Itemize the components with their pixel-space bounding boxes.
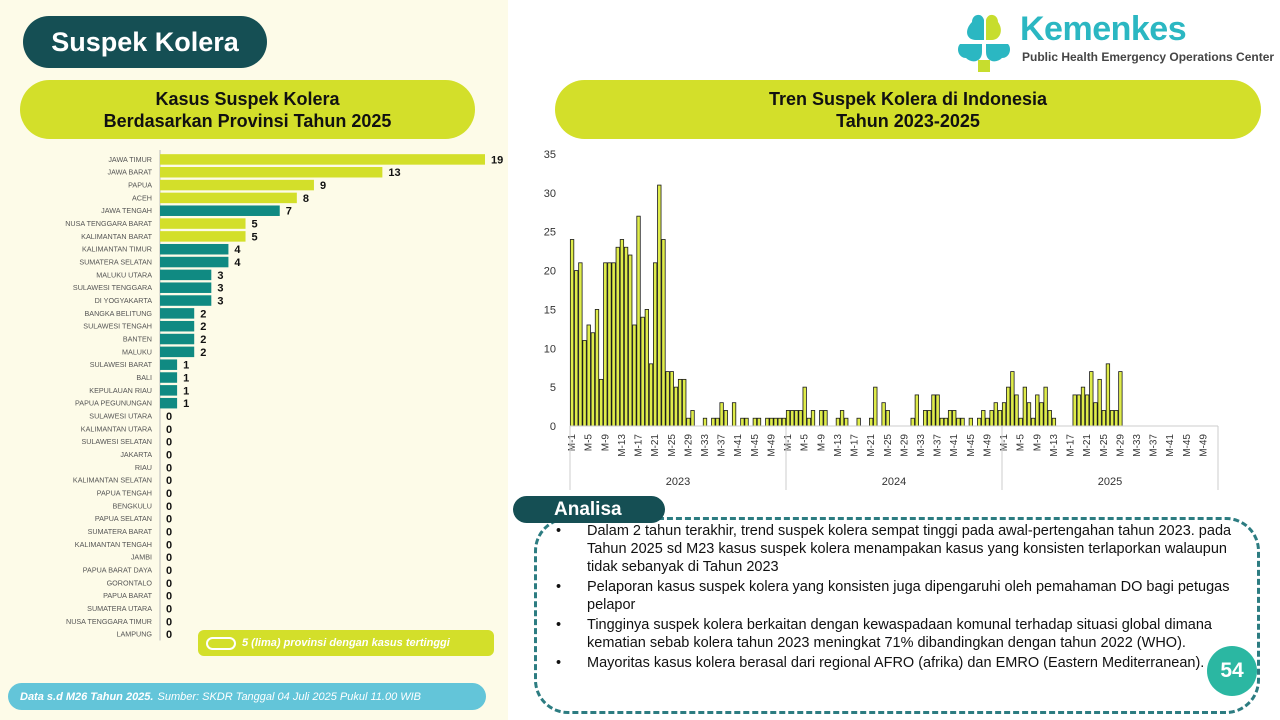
weekly-bar [1048,410,1051,426]
y-tick-label: 0 [549,421,556,433]
province-label: JAWA TIMUR [108,154,152,164]
weekly-bar [1073,395,1076,426]
weekly-bar [994,403,997,426]
weekly-bar [687,418,690,426]
weekly-bar [579,263,582,426]
x-tick-label: M-33 [1132,434,1143,457]
y-tick-label: 10 [543,343,556,356]
province-label: PAPUA BARAT [103,591,152,601]
province-value-label: 19 [491,154,504,167]
weekly-bar [1027,403,1030,426]
weekly-bar [678,379,681,426]
weekly-bar [595,309,598,426]
weekly-bar [836,418,839,426]
legend-text: 5 (lima) provinsi dengan kasus tertinggi [242,637,450,649]
x-tick-label: M-25 [1098,434,1110,457]
weekly-bar [857,418,860,426]
footer-source: Sumber: SKDR Tanggal 04 Juli 2025 Pukul 11.00 WIB [157,690,422,703]
year-label: 2023 [665,476,691,488]
weekly-bar [1011,372,1014,426]
weekly-bar [653,263,656,426]
weekly-bar [616,247,619,426]
province-label: SULAWESI TENGAH [83,321,152,331]
x-tick-label: M-9 [816,434,828,452]
weekly-bar [1002,403,1005,426]
analisa-item [556,654,1246,672]
weekly-bar [807,418,810,426]
province-value-label: 0 [166,513,173,526]
slide-title: Suspek Kolera [23,16,267,68]
province-value-label: 1 [183,359,190,372]
province-label: PAPUA TENGAH [96,488,152,498]
weekly-bar [1098,379,1101,426]
x-tick-label: M-1 [783,434,795,452]
province-label: PAPUA BARAT DAYA [82,565,152,575]
weekly-bar [1052,418,1055,426]
x-tick-label: M-37 [932,434,944,457]
weekly-bar [948,410,951,426]
province-bar [160,270,211,281]
weekly-bar [886,410,889,426]
weekly-bar [882,403,885,426]
x-tick-label: M-9 [1032,434,1044,452]
province-bar [160,205,280,216]
x-tick-label: M-29 [1115,434,1127,457]
province-value-label: 0 [166,449,173,462]
weekly-bar [608,263,611,426]
province-value-label: 0 [166,577,173,590]
x-tick-label: M-49 [982,434,994,457]
weekly-bar [741,418,744,426]
province-value-label: 0 [166,539,173,552]
analisa-item [556,616,1246,652]
province-label: NUSA TENGGARA TIMUR [66,616,152,626]
province-bar [160,282,211,293]
province-value-label: 0 [166,423,173,436]
province-value-label: 1 [183,372,190,385]
weekly-bar [649,364,652,426]
province-label: BANTEN [122,334,152,344]
weekly-bar [799,410,802,426]
province-label: KALIMANTAN SELATAN [72,475,152,485]
weekly-bar [923,410,926,426]
weekly-bar [1019,418,1022,426]
weekly-bar [770,418,773,426]
x-tick-label: M-33 [700,434,711,457]
province-value-label: 7 [285,205,292,218]
province-value-label: 0 [166,487,173,500]
legend [198,630,494,656]
weekly-bar [633,325,636,426]
logo-subtitle: Public Health Emergency Operations Center [1022,50,1275,64]
x-tick-label: M-5 [1015,434,1027,452]
province-bar [160,295,211,306]
weekly-bar [820,410,823,426]
weekly-bar [612,263,615,426]
weekly-bar [645,309,648,426]
weekly-bar [990,410,993,426]
province-label: SUMATERA BARAT [87,526,152,536]
province-label: SULAWESI BARAT [89,360,152,370]
weekly-bar [683,379,686,426]
weekly-bar [604,263,607,426]
province-bar [160,398,177,409]
x-tick-label: M-13 [1048,434,1060,457]
year-label: 2024 [881,476,907,488]
weekly-bar [1106,364,1109,426]
weekly-bar [720,403,723,426]
province-label: SULAWESI UTARA [89,411,152,421]
province-label: KALIMANTAN UTARA [80,424,152,434]
province-label: SULAWESI TENGGARA [72,283,152,293]
bullet-icon: • [556,617,562,633]
weekly-bar [1094,403,1097,426]
trend-chart-header [555,80,1261,139]
weekly-bar [998,410,1001,426]
analisa-item-text: Tingginya suspek kolera berkaitan dengan kewaspadaan komunal terhadap situasi global dimana kematian sebab kolera tahun 2023 meningkat 71% dibandingkan dengan tahun 2022 (WHO). [587,617,1212,651]
y-tick-label: 5 [549,382,556,395]
weekly-bar [591,333,594,426]
weekly-bar [953,410,956,426]
weekly-bar [1015,395,1018,426]
weekly-bar [911,418,914,426]
province-value-label: 4 [234,244,241,257]
province-label: KALIMANTAN TENGAH [74,539,152,549]
x-tick-label: M-25 [666,434,678,457]
weekly-bar [969,418,972,426]
weekly-bar [1023,387,1026,426]
weekly-bar [774,418,777,426]
x-tick-label: M-13 [832,434,844,457]
bullet-icon: • [556,579,562,595]
province-label: JAWA TENGAH [101,206,152,216]
province-bar [160,231,246,242]
province-bar [160,244,228,255]
weekly-bar [691,410,694,426]
year-label: 2025 [1097,476,1123,488]
bar-chart-header-line1: Kasus Suspek Kolera [155,88,340,109]
kemenkes-logo-icon [952,10,1016,74]
x-tick-label: M-45 [965,434,977,457]
province-label: JAWA BARAT [107,167,152,177]
province-label: BANGKA BELITUNG [84,308,152,318]
province-value-label: 13 [388,167,401,180]
province-label: KALIMANTAN TIMUR [81,244,152,254]
province-bar [160,372,177,383]
weekly-bar [1077,395,1080,426]
weekly-bar [670,372,673,426]
y-tick-label: 35 [543,149,556,161]
weekly-bar [791,410,794,426]
province-value-label: 2 [200,334,207,347]
weekly-bar [1044,387,1047,426]
x-tick-label: M-5 [799,434,811,452]
province-value-label: 0 [166,590,173,603]
province-value-label: 2 [200,346,207,359]
weekly-bar [745,418,748,426]
province-value-label: 9 [319,180,327,193]
x-tick-label: M-41 [733,434,745,457]
analisa-item [556,578,1246,614]
province-value-label: 0 [166,603,173,616]
weekly-bar [716,418,719,426]
analisa-list [556,522,1246,674]
x-tick-label: M-45 [1181,434,1193,457]
province-value-label: 0 [166,411,173,424]
weekly-bar [786,410,789,426]
kemenkes-logo [952,10,1275,74]
province-value-label: 3 [217,295,224,308]
weekly-bar [620,239,623,426]
weekly-bar [662,239,665,426]
weekly-bar [869,418,872,426]
weekly-bar [703,418,706,426]
weekly-bar [928,410,931,426]
province-bar [160,257,228,268]
province-value-label: 1 [183,398,190,411]
province-bar [160,321,194,332]
province-bar [160,180,314,191]
weekly-bar [575,271,578,426]
legend-swatch [206,637,236,650]
x-tick-label: M-25 [882,434,894,457]
province-bar [160,218,246,229]
x-tick-label: M-21 [650,434,662,457]
x-tick-label: M-1 [999,434,1011,452]
province-label: JAKARTA [120,450,152,460]
trend-chart-header-line2: Tahun 2023-2025 [836,110,980,131]
weekly-bar [915,395,918,426]
province-bar-chart [0,148,508,644]
weekly-bar [757,418,760,426]
province-value-label: 0 [166,500,173,513]
x-tick-label: M-37 [716,434,728,457]
province-label: PAPUA [128,180,152,190]
province-label: ACEH [132,193,152,203]
x-tick-label: M-37 [1148,434,1160,457]
province-bar [160,347,194,358]
weekly-bar [1085,395,1088,426]
weekly-bar [1036,395,1039,426]
bar-chart-header [20,80,475,139]
weekly-bar [1007,387,1010,426]
weekly-bar [957,418,960,426]
x-tick-label: M-49 [1198,434,1210,457]
trend-chart-header-line1: Tren Suspek Kolera di Indonesia [768,88,1048,109]
x-tick-label: M-13 [616,434,628,457]
weekly-bar [977,418,980,426]
province-value-label: 4 [234,257,241,270]
bullet-icon: • [556,523,562,539]
weekly-bar [1115,410,1118,426]
x-tick-label: M-21 [1082,434,1094,457]
weekly-bar [674,387,677,426]
province-bar [160,359,177,370]
province-label: NUSA TENGGARA BARAT [65,219,152,229]
logo-name: Kemenkes [1020,10,1187,48]
analisa-title: Analisa [513,496,665,523]
province-label: LAMPUNG [116,629,152,639]
x-tick-label: M-45 [749,434,761,457]
province-bar [160,385,177,396]
x-tick-label: M-17 [1065,434,1077,457]
x-tick-label: M-29 [683,434,695,457]
province-bar [160,167,382,178]
weekly-bar [732,403,735,426]
province-label: BALI [136,373,152,383]
province-label: PAPUA SELATAN [94,514,152,524]
x-tick-label: M-49 [766,434,778,457]
weekly-bar [666,372,669,426]
province-value-label: 0 [166,475,173,488]
weekly-bar [599,379,602,426]
weekly-trend-chart [520,142,1240,498]
province-label: PAPUA PEGUNUNGAN [75,398,152,408]
province-label: BENGKULU [112,501,152,511]
weekly-bar [641,317,644,426]
province-value-label: 1 [183,385,190,398]
province-label: JAMBI [130,552,152,562]
y-tick-label: 30 [543,187,556,200]
province-value-label: 0 [166,462,173,475]
province-value-label: 5 [251,218,258,231]
source-footer [8,683,486,710]
x-tick-label: M-9 [600,434,612,452]
province-bar [160,193,297,204]
province-value-label: 3 [217,282,224,295]
y-tick-label: 20 [543,265,556,278]
x-tick-label: M-21 [866,434,878,457]
province-value-label: 3 [217,269,224,282]
y-tick-label: 15 [543,304,556,317]
weekly-bar [982,410,985,426]
footer-data-note: Data s.d M26 Tahun 2025. [20,690,154,703]
weekly-bar [1081,387,1084,426]
weekly-bar [712,418,715,426]
weekly-bar [1119,372,1122,426]
weekly-bar [1090,372,1093,426]
province-label: SUMATERA UTARA [87,603,152,613]
weekly-bar [778,418,781,426]
x-tick-label: M-41 [949,434,961,457]
analisa-item [556,522,1246,576]
weekly-bar [766,418,769,426]
weekly-bar [570,239,573,426]
province-value-label: 5 [251,231,258,244]
analisa-item-text: Pelaporan kasus suspek kolera yang konsisten juga dipengaruhi oleh pemahaman DO bagi petugas pelapor [587,579,1230,613]
weekly-bar [658,185,661,426]
province-label: GORONTALO [106,578,152,588]
weekly-bar [1102,410,1105,426]
weekly-bar [840,410,843,426]
y-tick-label: 25 [543,226,556,239]
province-value-label: 0 [166,436,173,449]
province-label: SUMATERA SELATAN [79,257,152,267]
province-value-label: 0 [166,616,173,629]
weekly-bar [629,255,632,426]
province-label: MALUKU [122,347,152,357]
weekly-bar [811,410,814,426]
bar-chart-header-line2: Berdasarkan Provinsi Tahun 2025 [103,110,392,131]
province-value-label: 2 [200,308,207,321]
x-tick-label: M-29 [899,434,911,457]
weekly-bar [724,410,727,426]
x-tick-label: M-1 [567,434,579,452]
province-value-label: 0 [166,526,173,539]
province-label: MALUKU UTARA [96,270,152,280]
weekly-bar [1031,418,1034,426]
weekly-bar [961,418,964,426]
bullet-icon: • [556,655,562,671]
province-value-label: 0 [166,552,173,565]
weekly-bar [782,418,785,426]
province-label: RIAU [134,462,152,472]
x-tick-label: M-33 [916,434,927,457]
x-tick-label: M-41 [1165,434,1177,457]
province-label: DI YOGYAKARTA [94,296,152,306]
weekly-bar [1110,410,1113,426]
province-label: KALIMANTAN BARAT [81,231,152,241]
province-bar [160,334,194,345]
weekly-bar [624,247,627,426]
weekly-bar [587,325,590,426]
weekly-bar [874,387,877,426]
weekly-bar [940,418,943,426]
weekly-bar [1040,403,1043,426]
weekly-bar [803,387,806,426]
weekly-bar [932,395,935,426]
province-bar [160,154,485,165]
weekly-bar [795,410,798,426]
province-bar [160,308,194,319]
x-tick-label: M-17 [849,434,861,457]
weekly-bar [944,418,947,426]
weekly-bar [583,341,586,426]
weekly-bar [753,418,756,426]
analisa-item-text: Dalam 2 tahun terakhir, trend suspek kolera sempat tinggi pada awal-pertengahan tahun 2023. pada Tahun 2025 sd M23 kasus suspek kolera menampakan kasus yang konsisten terlaporkan walaupun tidak sebanyak di Tahun 2023 [587,523,1232,575]
weekly-bar [936,395,939,426]
province-value-label: 0 [166,629,173,642]
province-value-label: 0 [166,564,173,577]
x-tick-label: M-17 [633,434,645,457]
weekly-bar [986,418,989,426]
analisa-item-text: Mayoritas kasus kolera berasal dari regional AFRO (afrika) dan EMRO (Eastern Mediterranean). [587,655,1205,671]
weekly-bar [637,216,640,426]
province-value-label: 2 [200,321,207,334]
province-value-label: 8 [302,192,309,205]
province-label: KEPULAUAN RIAU [89,385,152,395]
province-label: SULAWESI SELATAN [81,437,152,447]
page-number-badge: 54 [1207,646,1257,696]
weekly-bar [845,418,848,426]
weekly-bar [824,410,827,426]
x-tick-label: M-5 [583,434,595,452]
